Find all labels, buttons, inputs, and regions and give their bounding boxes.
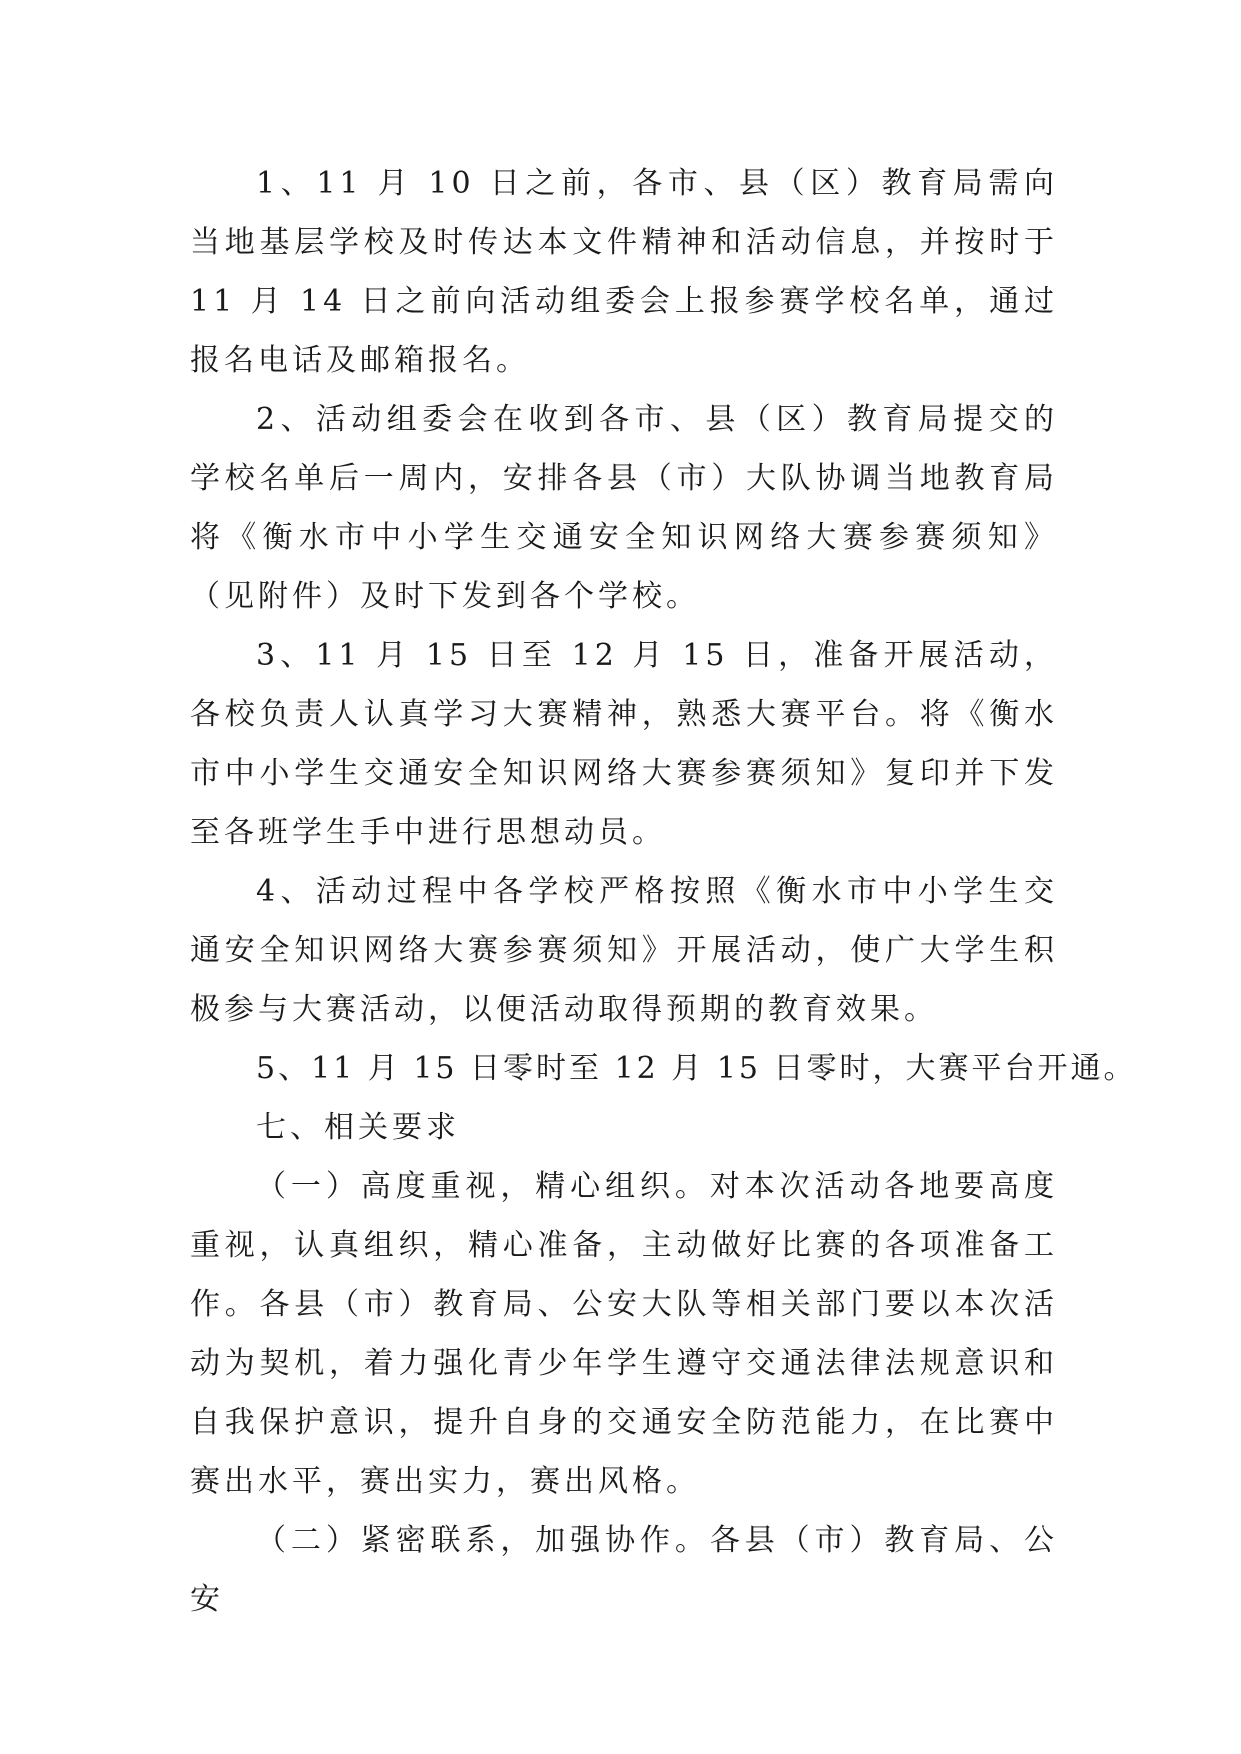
requirement-1: （一）高度重视，精心组织。对本次活动各地要高度重视，认真组织，精心准备，主动做好比赛的各项准备工作。各县（市）教育局、公安大队等相关部门要以本次活动为契机，着力强化青少年学生遵守交通法律法规意识和自我保护意识，提升自身的交通安全防范能力，在比赛中赛出水平，赛出实力，赛出风格。	[190, 1169, 1058, 1499]
paragraph-step-1: 1、11 月 10 日之前，各市、县（区）教育局需向当地基层学校及时传达本文件精神和活动信息，并按时于 11 月 14 日之前向活动组委会上报参赛学校名单，通过报名电话及邮箱报名。	[190, 166, 1058, 378]
requirement-2: （二）紧密联系，加强协作。各县（市）教育局、公安	[190, 1523, 1058, 1617]
paragraph-step-2: 2、活动组委会在收到各市、县（区）教育局提交的学校名单后一周内，安排各县（市）大队协调当地教育局将《衡水市中小学生交通安全知识网络大赛参赛须知》（见附件）及时下发到各个学校。	[190, 402, 1058, 614]
paragraph-step-4: 4、活动过程中各学校严格按照《衡水市中小学生交通安全知识网络大赛参赛须知》开展活动，使广大学生积极参与大赛活动，以便活动取得预期的教育效果。	[190, 874, 1058, 1027]
paragraph-step-3: 3、11 月 15 日至 12 月 15 日，准备开展活动，各校负责人认真学习大赛精神，熟悉大赛平台。将《衡水市中小学生交通安全知识网络大赛参赛须知》复印并下发至各班学生手中进行思想动员。	[190, 638, 1058, 850]
section-heading: 七、相关要求	[256, 1110, 460, 1145]
document-body	[190, 154, 1137, 1629]
paragraph-step-5: 5、11 月 15 日零时至 12 月 15 日零时，大赛平台开通。	[256, 1051, 1137, 1086]
